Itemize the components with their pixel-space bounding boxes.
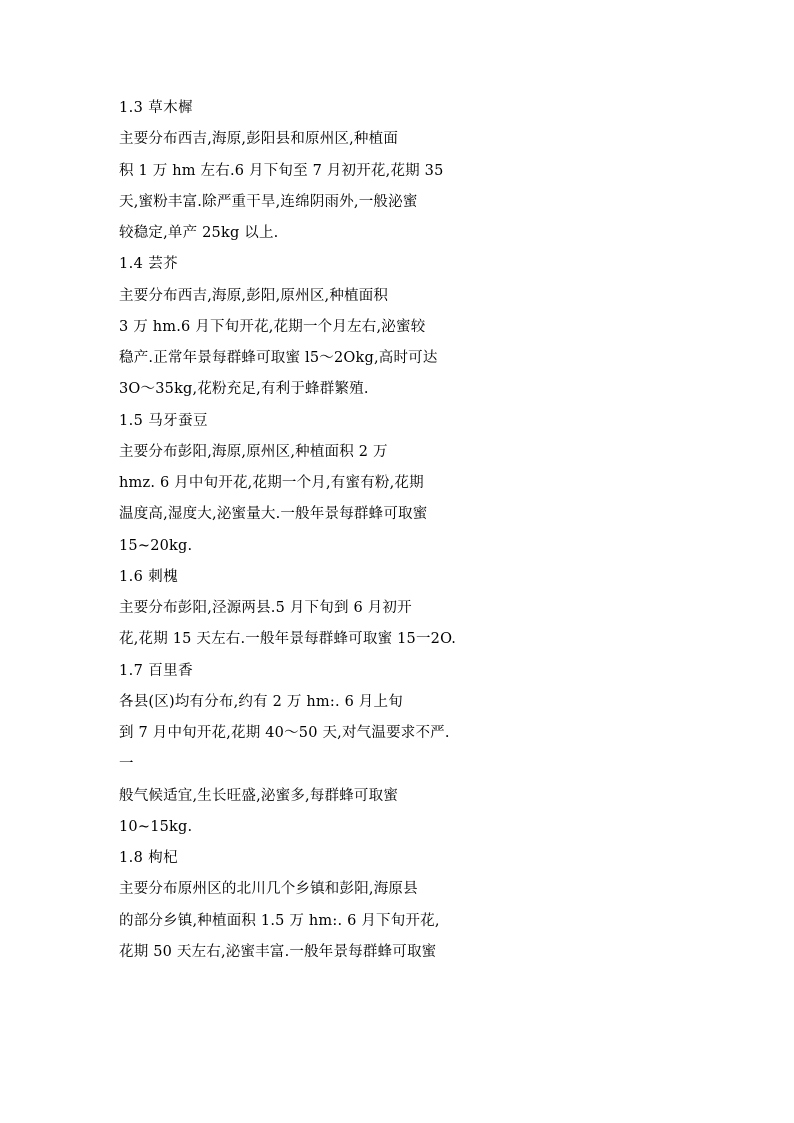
- section-heading-1-5: 1.5 马牙蚕豆: [119, 412, 208, 429]
- body-line: 稳产.正常年景每群蜂可取蜜 l5～2Okg,高时可达: [119, 350, 438, 366]
- body-line: 主要分布西吉,海原,彭阳,原州区,种植面积: [119, 287, 389, 304]
- section-heading-1-8: 1.8 枸杞: [119, 850, 179, 866]
- body-line: 各县(区)均有分布,约有 2 万 hm:. 6 月上旬: [119, 693, 403, 710]
- body-line: 10~15kg.: [119, 818, 193, 835]
- body-line: 一: [119, 756, 134, 773]
- body-line: 3 万 hm.6 月下旬开花,花期一个月左右,泌蜜较: [119, 318, 426, 335]
- body-line: hmz. 6 月中旬开花,花期一个月,有蜜有粉,花期: [119, 475, 424, 491]
- section-heading-1-7: 1.7 百里香: [119, 662, 193, 679]
- body-line: 15~20kg.: [119, 537, 193, 554]
- body-line: 的部分乡镇,种植面积 1.5 万 hm:. 6 月下旬开花,: [119, 912, 440, 929]
- body-line: 较稳定,单产 25kg 以上.: [119, 225, 279, 241]
- body-line: 温度高,湿度大,泌蜜量大.一般年景每群蜂可取蜜: [119, 506, 428, 523]
- section-heading-1-6: 1.6 刺槐: [119, 568, 179, 585]
- body-line: 3O～35kg,花粉充足,有利于蜂群繁殖.: [119, 381, 369, 398]
- body-line: 主要分布彭阳,泾源两县.5 月下旬到 6 月初开: [119, 600, 412, 616]
- body-line: 积 1 万 hm 左右.6 月下旬至 7 月初开花,花期 35: [119, 162, 444, 179]
- body-line: 天,蜜粉丰富.除严重干旱,连绵阴雨外,一般泌蜜: [119, 193, 418, 210]
- document-body: [119, 98, 456, 973]
- body-line: 到 7 月中旬开花,花期 40～50 天,对气温要求不严.: [119, 725, 450, 741]
- body-line: 主要分布彭阳,海原,原州区,种植面积 2 万: [119, 443, 388, 460]
- body-line: 主要分布西吉,海原,彭阳县和原州区,种植面: [119, 131, 399, 148]
- section-heading-1-4: 1.4 芸芥: [119, 256, 179, 273]
- body-line: 般气候适宜,生长旺盛,泌蜜多,每群蜂可取蜜: [119, 787, 399, 804]
- body-line: 花,花期 15 天左右.一般年景每群蜂可取蜜 15一2O.: [119, 631, 457, 648]
- body-line: 花期 50 天左右,泌蜜丰富.一般年景每群蜂可取蜜: [119, 943, 437, 960]
- section-heading-1-3: 1.3 草木樨: [119, 100, 193, 116]
- body-line: 主要分布原州区的北川几个乡镇和彭阳,海原县: [119, 881, 418, 898]
